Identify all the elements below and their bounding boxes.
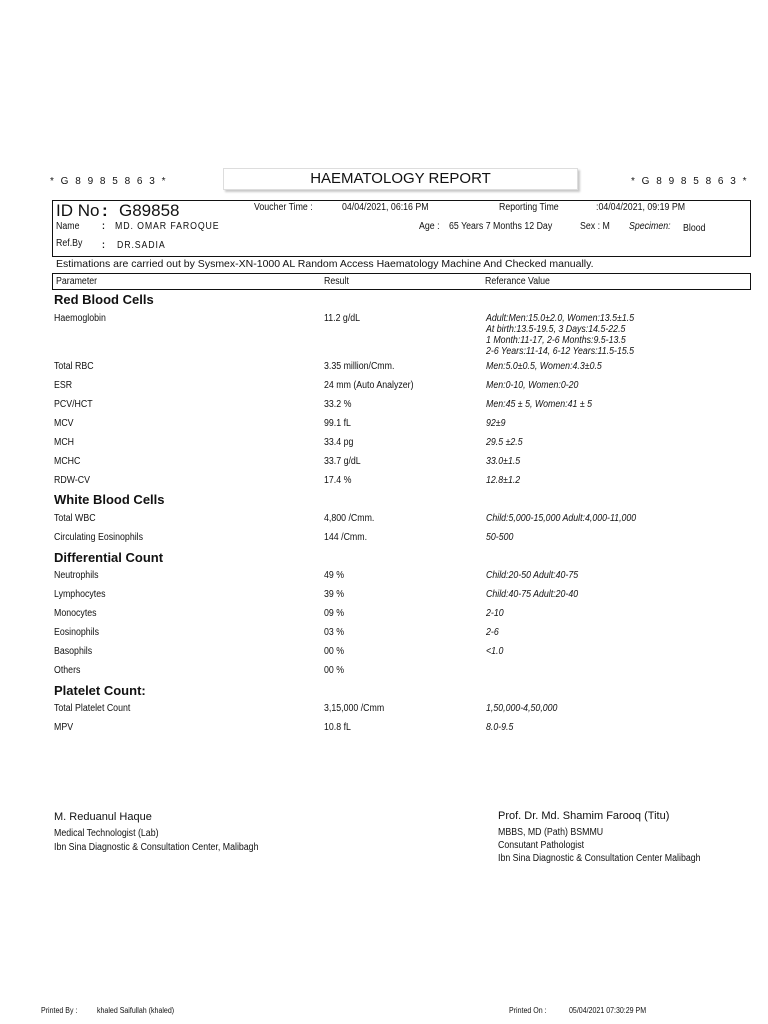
parameter-name: MPV: [54, 722, 74, 733]
printed-by-label: Printed By :: [41, 1006, 78, 1015]
result-value: 33.4 pg: [324, 437, 354, 448]
name-separator: :: [102, 221, 105, 232]
parameter-name: Total WBC: [54, 513, 96, 524]
result-value: 17.4 %: [324, 475, 352, 486]
column-parameter: Parameter: [56, 276, 98, 287]
parameter-name: Basophils: [54, 646, 93, 657]
result-value: 00 %: [324, 646, 345, 657]
specimen-label: Specimen:: [629, 221, 671, 232]
patient-name: MD. OMAR FAROQUE: [115, 221, 220, 232]
voucher-time-value: 04/04/2021, 06:16 PM: [342, 202, 429, 213]
parameter-name: Lymphocytes: [54, 589, 106, 600]
age-value: 65 Years 7 Months 12 Day: [449, 221, 553, 232]
parameter-name: MCH: [54, 437, 75, 448]
hb-reference-extra: [486, 324, 634, 357]
ref-by-label: Ref.By: [56, 238, 83, 249]
parameter-name: Total RBC: [54, 361, 94, 372]
result-value: 33.7 g/dL: [324, 456, 361, 467]
parameter-name: Others: [54, 665, 81, 676]
section-differential-count: Differential Count: [54, 550, 164, 565]
reference-value: Men:45 ± 5, Women:41 ± 5: [486, 399, 593, 410]
signatory-right-title: Consutant Pathologist: [498, 840, 585, 851]
reference-value: 2-10: [486, 608, 504, 619]
result-value: 00 %: [324, 665, 345, 676]
result-value: 24 mm (Auto Analyzer): [324, 380, 414, 391]
ref-by-value: DR.SADIA: [117, 240, 166, 251]
result-value: 09 %: [324, 608, 345, 619]
report-title: HAEMATOLOGY REPORT: [223, 168, 578, 190]
result-value: 10.8 fL: [324, 722, 351, 733]
parameter-name: ESR: [54, 380, 73, 391]
result-value: 3,15,000 /Cmm: [324, 703, 385, 714]
section-white-blood-cells: White Blood Cells: [54, 492, 165, 507]
id-separator: :: [102, 201, 108, 220]
reference-value: Child:5,000-15,000 Adult:4,000-11,000: [486, 513, 637, 524]
reference-value: 12.8±1.2: [486, 475, 521, 486]
reference-value: Men:5.0±0.5, Women:4.3±0.5: [486, 361, 602, 372]
parameter-name: Eosinophils: [54, 627, 100, 638]
specimen-value: Blood: [683, 223, 706, 234]
parameter-name: Total Platelet Count: [54, 703, 131, 714]
estimation-note: Estimations are carried out by Sysmex-XN-1000 AL Random Access Haematology Machine And Checked manually.: [56, 258, 594, 270]
reference-value: 50-500: [486, 532, 514, 543]
column-header-row: [52, 273, 751, 290]
result-value: 3.35 million/Cmm.: [324, 361, 395, 372]
printed-on-value: 05/04/2021 07:30:29 PM: [569, 1006, 647, 1015]
signatory-right-name: Prof. Dr. Md. Shamim Farooq (Titu): [498, 810, 670, 822]
parameter-name: MCHC: [54, 456, 81, 467]
parameter-name: MCV: [54, 418, 74, 429]
ref-by-separator: :: [102, 240, 105, 251]
parameter-name: Haemoglobin: [54, 313, 106, 324]
column-reference: Referance Value: [485, 276, 550, 287]
reference-value: Child:20-50 Adult:40-75: [486, 570, 579, 581]
barcode-text-left: * G 8 9 8 5 8 6 3 *: [50, 176, 168, 187]
result-value: 4,800 /Cmm.: [324, 513, 375, 524]
signatory-left-title: Medical Technologist (Lab): [54, 828, 159, 839]
hb-ref-line: 1 Month:11-17, 2-6 Months:9.5-13.5: [486, 335, 626, 346]
result-value: 11.2 g/dL: [324, 313, 361, 324]
parameter-name: Circulating Eosinophils: [54, 532, 144, 543]
result-value: 99.1 fL: [324, 418, 351, 429]
result-value: 33.2 %: [324, 399, 352, 410]
result-value: 49 %: [324, 570, 345, 581]
signatory-left-org: Ibn Sina Diagnostic & Consultation Center, Malibagh: [54, 842, 259, 853]
reference-value: 29.5 ±2.5: [486, 437, 523, 448]
printed-on-label: Printed On :: [509, 1006, 547, 1015]
section-platelet-count: Platelet Count:: [54, 683, 146, 698]
age-label: Age :: [419, 221, 440, 232]
column-result: Result: [324, 276, 349, 287]
reference-value: 1,50,000-4,50,000: [486, 703, 558, 714]
reference-value: 33.0±1.5: [486, 456, 521, 467]
printed-by-value: khaled Saifullah (khaled): [97, 1006, 175, 1015]
reporting-time-value: :04/04/2021, 09:19 PM: [596, 202, 686, 213]
barcode-text-right: * G 8 9 8 5 8 6 3 *: [631, 176, 749, 187]
id-value: G89858: [119, 201, 180, 220]
result-value: 144 /Cmm.: [324, 532, 368, 543]
reference-value: 92±9: [486, 418, 506, 429]
reference-value: 2-6: [486, 627, 499, 638]
reference-value: Child:40-75 Adult:20-40: [486, 589, 579, 600]
reference-value: Men:0-10, Women:0-20: [486, 380, 579, 391]
signatory-left-name: M. Reduanul Haque: [54, 811, 152, 823]
signatory-right-org: Ibn Sina Diagnostic & Consultation Center Malibagh: [498, 853, 701, 864]
parameter-name: RDW-CV: [54, 475, 91, 486]
section-red-blood-cells: Red Blood Cells: [54, 292, 154, 307]
hb-ref-line: At birth:13.5-19.5, 3 Days:14.5-22.5: [486, 324, 626, 335]
parameter-name: Monocytes: [54, 608, 97, 619]
parameter-name: PCV/HCT: [54, 399, 93, 410]
hb-ref-line: 2-6 Years:11-14, 6-12 Years:11.5-15.5: [486, 346, 635, 357]
name-label: Name: [56, 221, 80, 232]
signatory-right-degree: MBBS, MD (Path) BSMMU: [498, 827, 604, 838]
result-value: 03 %: [324, 627, 345, 638]
reference-value: 8.0-9.5: [486, 722, 514, 733]
sex-label: Sex : M: [580, 221, 610, 232]
id-label: ID No: [56, 201, 100, 220]
result-value: 39 %: [324, 589, 345, 600]
reference-value: <1.0: [486, 646, 504, 657]
reference-value: Adult:Men:15.0±2.0, Women:13.5±1.5: [486, 313, 635, 324]
reporting-time-label: Reporting Time: [499, 202, 559, 213]
voucher-time-label: Voucher Time :: [254, 202, 313, 213]
parameter-name: Neutrophils: [54, 570, 99, 581]
